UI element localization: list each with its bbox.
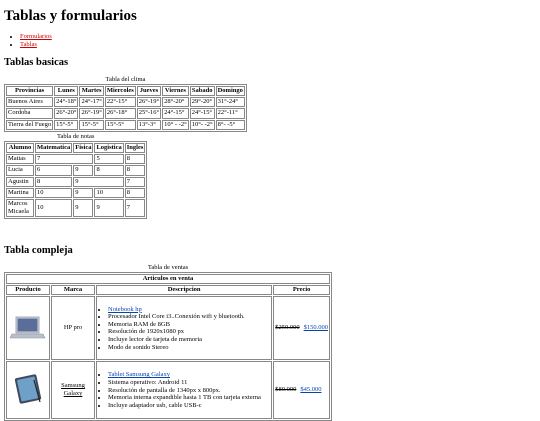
table-row: [6, 97, 245, 107]
clima-cell: 24°-15°: [162, 108, 189, 118]
table-row: [6, 188, 145, 198]
list-item: • Incluye adaptador usb, cable USB-c: [108, 402, 270, 410]
notas-header: Matematica: [35, 143, 72, 153]
notas-cell: Agustin: [6, 177, 34, 187]
clima-cell: 22°-11°: [216, 108, 245, 118]
price-cell: [273, 361, 330, 419]
list-item: • Sistema operativo: Android 11: [108, 379, 270, 387]
clima-cell: 24°-18°: [54, 97, 78, 107]
clima-header: Jueves: [137, 86, 161, 96]
clima-header: Lunes: [54, 86, 78, 96]
nav-link-tablas[interactable]: Tablas: [20, 40, 37, 48]
tablet-icon: [11, 373, 45, 405]
clima-cell: Tierra del Fuego: [6, 120, 53, 130]
clima-cell: 24°-15°: [190, 108, 215, 118]
product-image-cell: [6, 296, 50, 360]
ventas-header: Marca: [51, 285, 95, 295]
table-row: [6, 108, 245, 118]
list-item: • Resolución de 1920x1080 px: [108, 328, 270, 336]
notas-cell: 10: [35, 188, 72, 198]
clima-header: Provincias: [6, 86, 53, 96]
table-row: [6, 165, 145, 175]
notas-cell: 9: [94, 199, 123, 217]
list-item: • Memoria RAM de 8GB: [108, 321, 270, 329]
table-row: [6, 177, 145, 187]
notas-cell: 9: [73, 177, 124, 187]
clima-cell: 24°-17°: [79, 97, 103, 107]
clima-cell: 29°-20°: [190, 97, 215, 107]
list-item: • Resolución de pantalla de 1340px x 800px.: [108, 387, 270, 395]
table-row: [6, 120, 245, 130]
notas-cell: 7: [125, 177, 146, 187]
ventas-header: Producto: [6, 285, 50, 295]
clima-header: Domingo: [216, 86, 245, 96]
clima-cell: 25°-16°: [137, 108, 161, 118]
ventas-header: Descripcion: [96, 285, 272, 295]
notas-cell: 7: [125, 199, 146, 217]
notas-cell: Lucia: [6, 165, 34, 175]
clima-cell: 15°-5°: [79, 120, 103, 130]
notas-header: Alumno: [6, 143, 34, 153]
notas-cell: 7: [35, 154, 93, 164]
clima-caption: Tabla del clima: [105, 76, 146, 83]
clima-header: Sabado: [190, 86, 215, 96]
table-row: [6, 199, 145, 217]
list-item: • Procesador Intel Core i3..Conexión wifi y bluetooth.: [108, 313, 270, 321]
clima-cell: 15°-5°: [54, 120, 78, 130]
notas-cell: 8: [125, 188, 146, 198]
old-price: $80.000: [275, 386, 297, 394]
clima-cell: Cordoba: [6, 108, 53, 118]
brand-cell: [51, 361, 95, 419]
price-cell: [273, 296, 330, 360]
table-row: [6, 296, 330, 360]
section-title-complex: Tabla compleja: [4, 245, 73, 256]
table-row: [6, 154, 145, 164]
nav-link-formularios[interactable]: Formularios: [20, 33, 52, 40]
section-title-basic: Tablas basicas: [4, 57, 69, 68]
clima-cell: Buenos Aires: [6, 97, 53, 107]
clima-cell: 26°-20°: [54, 108, 78, 118]
description-cell: [96, 361, 272, 419]
description-cell: [96, 296, 272, 360]
page-title: Tablas y formularios: [4, 8, 137, 24]
old-price: $250.000: [275, 324, 300, 332]
notas-cell: 10: [35, 199, 72, 217]
ventas-header: Precio: [273, 285, 330, 295]
product-link[interactable]: Notebook hp: [108, 305, 142, 313]
ventas-table: [4, 264, 332, 421]
brand-link[interactable]: Samsung Galaxy: [61, 382, 85, 398]
notas-cell: 8: [35, 177, 72, 187]
notas-cell: 10: [94, 188, 123, 198]
nav-list: [4, 33, 52, 48]
notas-cell: Matias: [6, 154, 34, 164]
ventas-caption: Tabla de ventas: [147, 264, 189, 271]
notas-header: Logistica: [94, 143, 123, 153]
list-item: • Memoria interna expandible hasta 1 TB con tarjeta externa: [108, 394, 270, 402]
product-link[interactable]: Tablet Samsung Galaxy: [108, 371, 171, 379]
ventas-group-header: Articulos en venta: [6, 274, 330, 284]
notas-header: Ingles: [125, 143, 146, 153]
notas-header: Fisica: [73, 143, 93, 153]
nav-item: [20, 33, 52, 41]
notas-cell: 6: [35, 165, 72, 175]
notas-cell: Martina: [6, 188, 34, 198]
notas-cell: 9: [73, 165, 93, 175]
list-item: [108, 306, 270, 314]
description-list: [98, 306, 270, 352]
notas-cell: 5: [94, 154, 123, 164]
clima-cell: 26°-19°: [137, 97, 161, 107]
notas-cell: 8: [125, 165, 146, 175]
list-item: • Incluye lector de tarjeta de memoria: [108, 336, 270, 344]
clima-cell: 15°-5°: [105, 120, 136, 130]
notas-cell: 9: [73, 188, 93, 198]
list-item: [108, 371, 270, 379]
laptop-icon: [9, 314, 47, 340]
price-link[interactable]: $45.000: [300, 386, 322, 394]
list-item: • Modo de sonido Stereo: [108, 344, 270, 352]
clima-cell: 26°-18°: [105, 108, 136, 118]
clima-cell: 10°- -2°: [190, 120, 215, 130]
clima-cell: 8°- -5°: [216, 120, 245, 130]
notas-cell: 9: [73, 199, 93, 217]
clima-header: Miercoles: [105, 86, 136, 96]
clima-table: [4, 76, 247, 132]
clima-cell: 26°-19°: [79, 108, 103, 118]
clima-header: Viernes: [162, 86, 189, 96]
brand-cell: HP pro: [51, 296, 95, 360]
clima-cell: 28°-20°: [162, 97, 189, 107]
notas-cell: 8: [125, 154, 146, 164]
notas-caption: Tabla de notas: [56, 133, 95, 140]
price-link[interactable]: $150.000: [303, 324, 328, 332]
clima-cell: 22°-15°: [105, 97, 136, 107]
table-row: [6, 361, 330, 419]
notas-table: [4, 133, 147, 219]
clima-cell: 13°-3°: [137, 120, 161, 130]
notas-cell: 8: [94, 165, 123, 175]
nav-item: [20, 41, 52, 49]
description-list: [98, 371, 270, 409]
notas-cell: Marcos Micaela: [6, 199, 34, 217]
clima-cell: 10° - -2°: [162, 120, 189, 130]
clima-header: Martes: [79, 86, 103, 96]
product-image-cell: [6, 361, 50, 419]
clima-cell: 31°-24°: [216, 97, 245, 107]
